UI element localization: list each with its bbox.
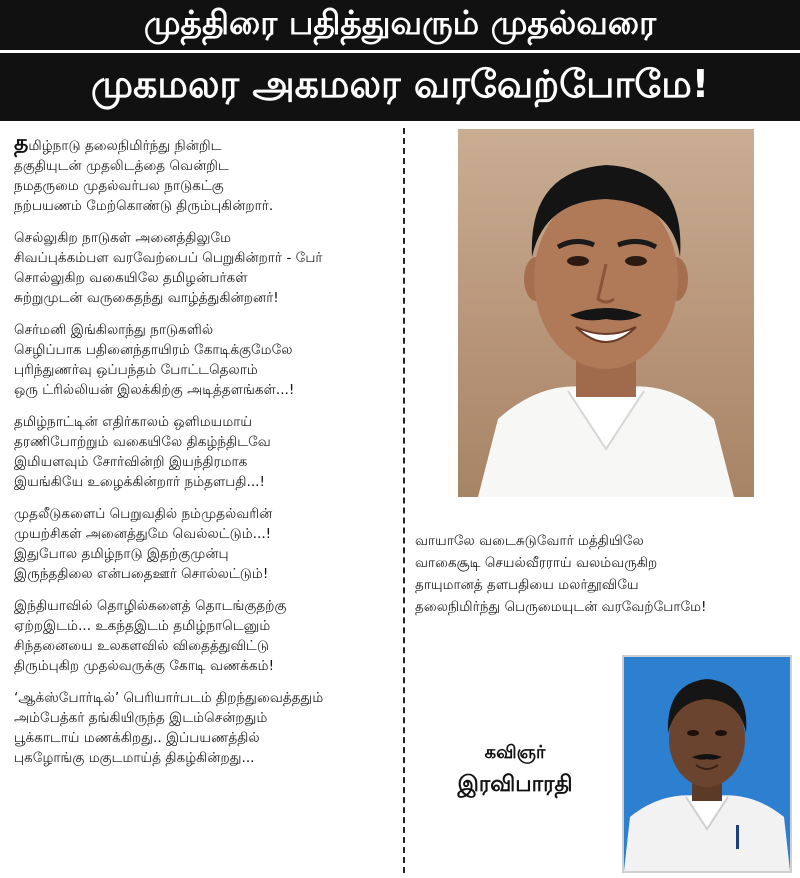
poem-line: அம்பேத்கர் தங்கியிருந்த இடம்சென்றதும் xyxy=(14,710,268,726)
poem-line: இயங்கியே உழைக்கின்றார் நம்தளபதி...! xyxy=(14,474,265,490)
poet-name: இரவிபாரதி xyxy=(457,772,573,797)
poem-line: பூக்காடாய் மணக்கிறது.. இப்பயணத்தில் xyxy=(14,730,260,746)
poem-line: சிவப்புக்கம்பள வரவேற்பைப் பெறுகின்றார் - பேர் xyxy=(14,250,323,266)
poem-line: தலைநிமிர்ந்து பெருமையுடன் வரவேற்போமே! xyxy=(415,599,707,615)
poem-line: செழிப்பாக பதினைந்தாயிரம் கோடிக்குமேலே xyxy=(14,342,293,358)
poem-column xyxy=(14,131,396,780)
poet-title: கவிஞர் xyxy=(484,742,546,763)
headline-banner-line1 xyxy=(0,0,800,50)
poem-line: வாயாலே வடைசுடுவோர் மத்தியிலே xyxy=(415,533,644,549)
poem-line: வாகைசூடி செயல்வீரராய் வலம்வருகிற xyxy=(415,555,658,571)
headline-text-line2: முகமலர அகமலர வரவேற்போமே! xyxy=(90,62,710,106)
poem-line: தகுதியுடன் முதலிடத்தை வென்றிட xyxy=(14,158,229,174)
poem-line: செல்லுகிற நாடுகள் அனைத்திலுமே xyxy=(14,230,232,246)
poem-line: இதுபோல தமிழ்நாடு இதற்குமுன்பு xyxy=(14,546,229,562)
column-divider xyxy=(403,128,405,873)
poem-line: இருந்ததிலை என்பதைஊர் சொல்லட்டும்! xyxy=(14,566,269,582)
drop-cap: த xyxy=(14,131,29,156)
poem-line: செர்மனி இங்கிலாந்து நாடுகளில் xyxy=(14,322,214,338)
poem-stanza-7 xyxy=(14,688,396,768)
poet-photo xyxy=(622,655,792,873)
poem-line: தமிழ்நாட்டின் எதிர்காலம் ஒளிமயமாய் xyxy=(14,414,253,430)
poet-portrait-illustration xyxy=(624,657,790,871)
chief-minister-portrait-illustration xyxy=(458,129,754,497)
poem-stanza-1 xyxy=(14,131,396,216)
poem-line: இந்தியாவில் தொழில்களைத் தொடங்குதற்கு xyxy=(14,598,287,614)
poem-line: சொல்லுகிற வகையிலே தமிழன்பர்கள் xyxy=(14,270,248,286)
closing-stanza xyxy=(415,530,795,618)
poem-line: ஏற்றஇடம்... உகந்தஇடம் தமிழ்நாடெனும் xyxy=(14,618,271,634)
poem-line: தரணிபோற்றும் வகையிலே திகழ்ந்திடவே xyxy=(14,434,271,450)
poem-stanza-3 xyxy=(14,320,396,400)
poem-line: புகழோங்கு மகுடமாய்த் திகழ்கின்றது... xyxy=(14,750,255,766)
poem-line: தமிழ்நாடு தலைநிமிர்ந்து நின்றிட xyxy=(14,131,222,156)
poem-line: நற்பயணம் மேற்கொண்டு திரும்புகின்றார். xyxy=(14,198,274,214)
poem-line: நமதருமை முதல்வர்பல நாடுகட்கு xyxy=(14,178,224,194)
poem-line: திரும்புகிற முதல்வருக்கு கோடி வணக்கம்! xyxy=(14,658,275,674)
headline-text-line1: முத்திரை பதித்துவரும் முதல்வரை xyxy=(143,3,657,42)
poem-line: முயற்சிகள் அனைத்துமே வெல்லட்டும்...! xyxy=(14,526,272,542)
poem-stanza-6 xyxy=(14,596,396,676)
poem-line: ‘ஆக்ஸ்போர்டில்’ பெரியார்படம் திறந்துவைத்ததும் xyxy=(14,690,324,706)
poem-line: தாயுமானத் தளபதியை மலர்தூவியே xyxy=(415,577,639,593)
poem-line: புரிந்துணர்வு ஒப்பந்தம் போட்டதெலாம் xyxy=(14,362,258,378)
chief-minister-photo xyxy=(458,129,754,497)
poem-stanza-4 xyxy=(14,412,396,492)
headline-banner-line2 xyxy=(0,53,800,121)
poem-stanza-2 xyxy=(14,228,396,308)
poem-line: சிந்தனையை உலகளவில் விதைத்துவிட்டு xyxy=(14,638,270,654)
poem-stanza-5 xyxy=(14,504,396,584)
poem-line: ஒரு ட்ரில்லியன் இலக்கிற்கு அடித்தளங்கள்...! xyxy=(14,382,295,398)
poem-line: இமியளவும் சோர்வின்றி இயந்திரமாக xyxy=(14,454,248,470)
poem-line: முதலீடுகளைப் பெறுவதில் நம்முதல்வரின் xyxy=(14,506,273,522)
poem-line: சுற்றுமுடன் வருகைதந்து வாழ்த்துகின்றனர்! xyxy=(14,290,279,306)
